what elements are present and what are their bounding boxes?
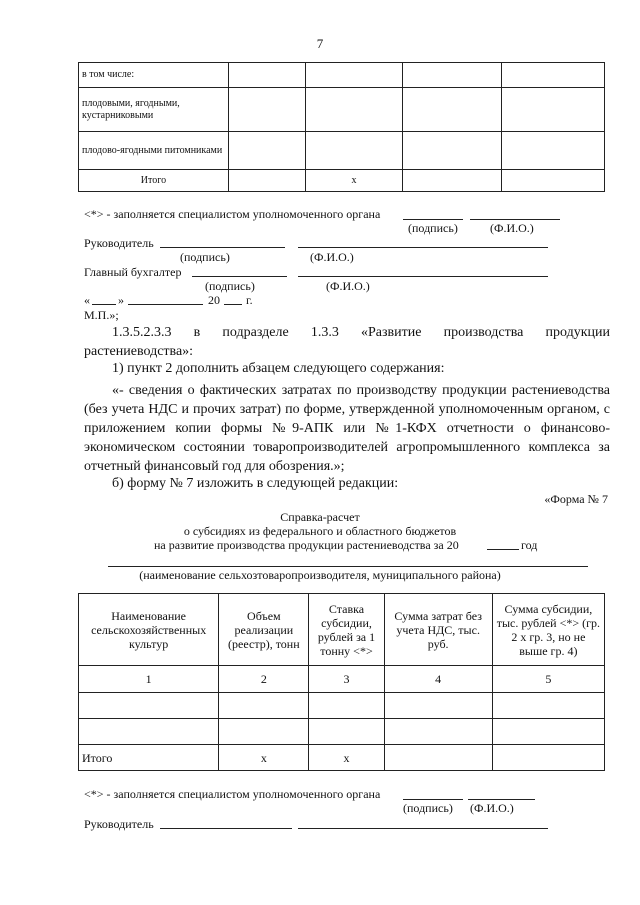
table-row [79,132,605,170]
column-header: Сумма субсидии, тыс. рублей <*> (гр. 2 х гр. 3, но не выше гр. 4) [492,594,604,666]
total-mark: x [305,170,403,192]
form-label: «Форма № 7 [544,492,608,506]
paragraph: б) форму № 7 изложить в следующей редакции: [112,476,399,491]
row-label: в том числе: [79,63,229,88]
date-year: 20 [208,293,220,307]
total-label: Итого [79,745,219,771]
column-header: Наименование сельскохозяйственных культур [79,594,219,666]
column-number: 5 [492,666,604,693]
date-g: г. [246,293,253,307]
name-line [108,566,588,567]
signature-line [298,828,548,829]
title-line: на развитие производства продукции растениеводства за 20 [154,538,459,552]
column-number: 4 [384,666,492,693]
date-line [128,304,203,305]
table-row [79,719,605,745]
table-row [79,693,605,719]
column-number: 2 [219,666,309,693]
total-mark: x [219,745,309,771]
title-end: год [521,538,538,552]
table-row [79,745,605,771]
continuation-table [78,62,605,192]
footnote: <*> - заполняется специалистом уполномоченного органа [84,207,381,221]
signature-line [160,247,285,248]
paragraph: «- сведения о фактических затратах по производству продукции растениеводства (без учета НДС и прочих затрат) по форме, утвержденной уполномоченным органом, с приложением копии формы №9-АПК или №1-КФХ отчетности о финансово-экономическом состоянии товаропроизводителей агропромышленного комплекса за отчетный финансовый год для обозрения.»; [84,383,610,474]
column-header: Сумма затрат без учета НДС, тыс. руб. [384,594,492,666]
column-header: Объем реализации (реестр), тонн [219,594,309,666]
footnote: <*> - заполняется специалистом уполномоченного органа [84,787,381,801]
name-caption: (наименование сельхозтоваропроизводителя, муниципального района) [139,568,501,582]
rukovoditel-label: Руководитель [84,236,154,250]
paragraph: 1.3.5.2.3.3 в подразделе 1.3.3 «Развитие производства продукции растениеводства»: [84,325,610,359]
signature-line [298,276,548,277]
paragraph: 1) пункт 2 дополнить абзацем следующего содержания: [112,361,445,376]
date-open: « [84,293,90,307]
signature-line [192,276,287,277]
signature-line [403,219,463,220]
signature-line [403,799,463,800]
caption-fio: (Ф.И.О.) [326,279,370,293]
table-row [79,88,605,132]
signature-line [298,247,548,248]
column-number: 1 [79,666,219,693]
table-row [79,666,605,693]
column-number: 3 [309,666,384,693]
signature-line [470,219,560,220]
year-line [487,549,519,550]
caption-podpis: (подпись) [408,221,458,235]
caption-fio: (Ф.И.О.) [310,250,354,264]
caption-fio: (Ф.И.О.) [490,221,534,235]
total-label: Итого [79,170,229,192]
caption-podpis: (подпись) [403,801,453,815]
caption-podpis: (подпись) [180,250,230,264]
table-row [79,63,605,88]
table-row [79,170,605,192]
signature-line [468,799,535,800]
glavbuh-label: Главный бухгалтер [84,265,182,279]
total-mark: x [309,745,384,771]
title-line: о субсидиях из федерального и областного бюджетов [183,524,457,538]
table-header-row [79,594,605,666]
page-number: 7 [316,36,324,51]
date-quote: » [118,293,124,307]
signature-line [160,828,292,829]
rukovoditel-label: Руководитель [84,817,154,831]
date-line [92,304,116,305]
caption-podpis: (подпись) [205,279,255,293]
row-label: плодовыми, ягодными, кустарниковыми [79,88,229,132]
mp-label: М.П.»; [84,308,119,322]
column-header: Ставка субсидии, рублей за 1 тонну <*> [309,594,384,666]
row-label: плодово-ягодными питомниками [79,132,229,170]
title-line: Справка-расчет [280,510,360,524]
subsidy-table [78,593,605,771]
caption-fio: (Ф.И.О.) [470,801,514,815]
date-line [224,304,242,305]
